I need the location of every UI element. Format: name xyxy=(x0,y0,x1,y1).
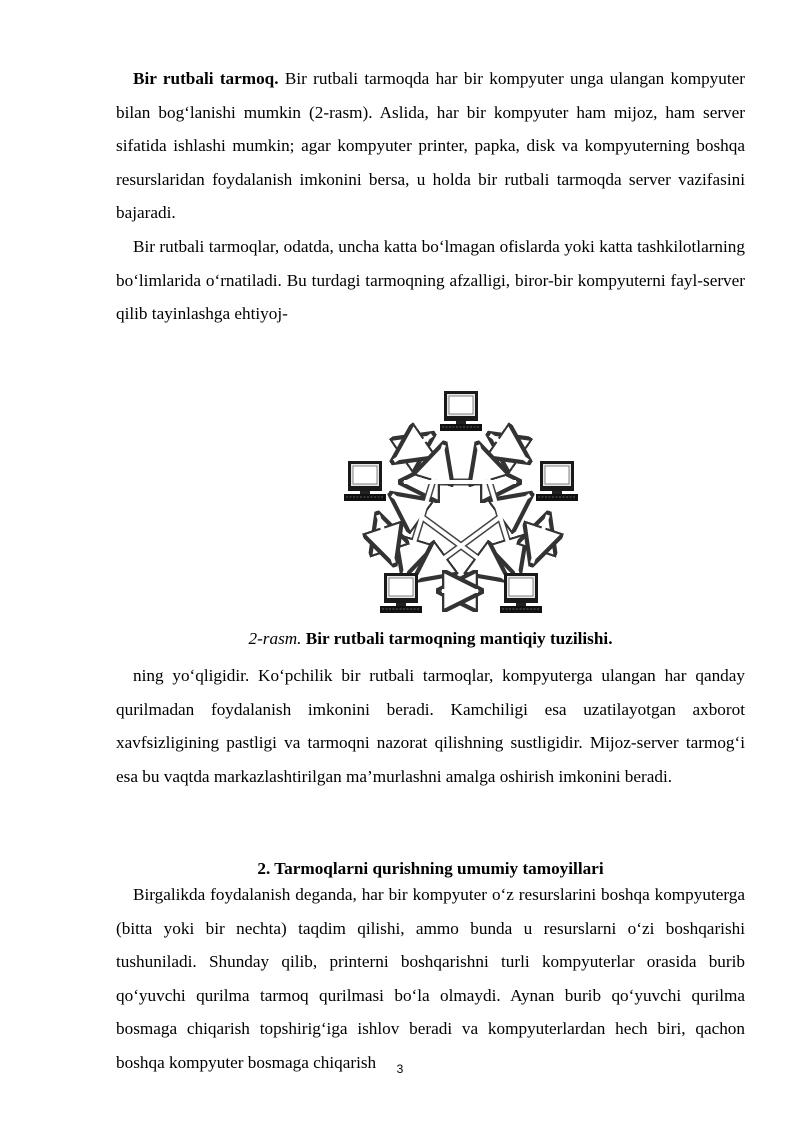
figure-caption-number: 2-rasm. xyxy=(248,629,302,648)
paragraph-2: Bir rutbali tarmoqlar, odatda, uncha katta bo‘lmagan ofislarda yoki katta tashkilotlarning bo‘limlarida o‘rnatiladi. Bu turdagi tarmoqning afzalligi, biror-bir kompyuterni fayl-server qilib tayinlashga ehtiyoj- xyxy=(116,236,745,324)
paragraph-3: ning yo‘qligidir. Ko‘pchilik bir rutbali tarmoqlar, kompyuterga ulangan har qanday qurilmadan foydalanish imkonini beradi. Kamchiligi esa uzatilayotgan axborot xavfsizligining pastligi va tarmoqni nazorat qilishning sustligidir. Mijoz-server tarmog‘i esa bu vaqtda markazlashtirilgan ma’murlashni amalga oshirish imkonini beradi. xyxy=(116,666,745,786)
computer-icon-left xyxy=(344,461,386,501)
computer-icon-bottom-left xyxy=(380,573,422,613)
paragraph-1 xyxy=(116,62,745,230)
paragraph-3-block xyxy=(116,659,745,793)
paragraph-1-text: Bir rutbali tarmoqda har bir kompyuter unga ulangan kompyuter bilan bog‘lanishi mumkin (2-rasm). Aslida, har bir kompyuter ham mijoz, ham server sifatida ishlashi mumkin; agar kompyuter printer, papka, disk va kompyuterning boshqa resurslaridan foydalanish imkonini bersa, u holda bir rutbali tarmoqda server vazifasini bajaradi. xyxy=(116,69,745,223)
peer-network-figure xyxy=(332,387,588,619)
figure-caption xyxy=(116,628,745,650)
paragraph-4: Birgalikda foydalanish deganda, har bir kompyuter o‘z resurslarini boshqa kompyuterga (bitta yoki bir nechta) taqdim qilishi, ammo bunda u resurslarni o‘zi boshqarishi tushuniladi. Shunday qilib, printerni boshqarishni turli kompyuterlar orasida burib qo‘yuvchi qurilma tarmoq qurilmasi bo‘la olmaydi. Aynan burib qo‘yuvchi qurilma bosmaga chiqarish topshirig‘iga ishlov beradi va kompyuterlardan hech biri, qachon boshqa kompyuter bosmaga chiqarish xyxy=(116,885,745,1072)
section-heading: 2. Tarmoqlarni qurishning umumiy tamoyillari xyxy=(257,859,604,878)
figure-caption-title: Bir rutbali tarmoqning mantiqiy tuzilishi. xyxy=(305,629,613,648)
page-number: 3 xyxy=(396,1062,404,1076)
paragraph-4-block xyxy=(116,878,745,1080)
computer-icon-right xyxy=(536,461,578,501)
paragraph-1-block xyxy=(116,62,745,331)
computer-icon-top xyxy=(440,391,482,431)
paragraph-1-lead: Bir rutbali tarmoq. xyxy=(133,69,279,88)
computer-icon-bottom-right xyxy=(500,573,542,613)
